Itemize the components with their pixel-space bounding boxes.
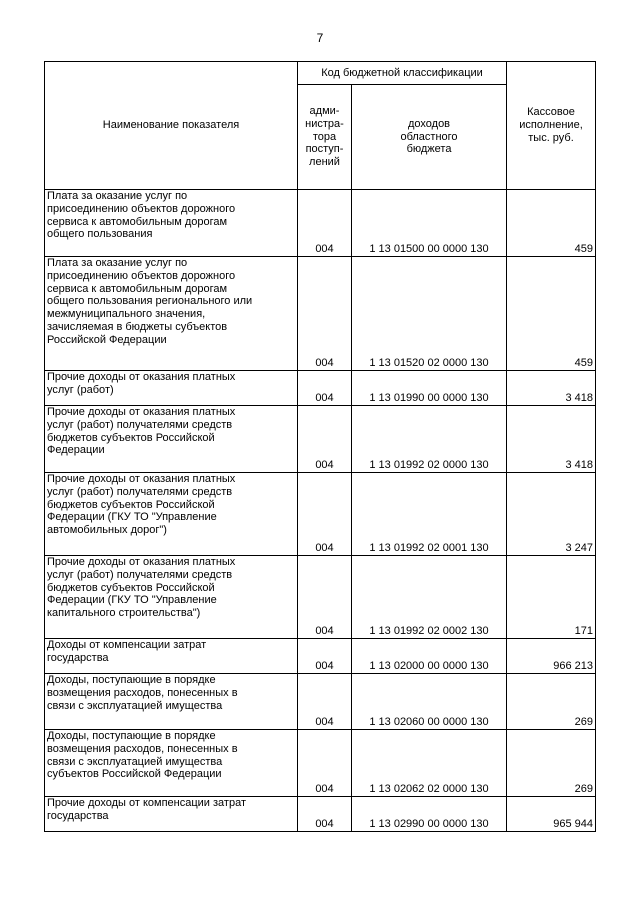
amount-cell: 269 <box>507 730 596 797</box>
admin-code-cell: 004 <box>298 473 352 556</box>
amount-cell: 966 213 <box>507 639 596 674</box>
amount-cell: 459 <box>507 190 596 257</box>
header-regional-budget-income: доходов областного бюджета <box>352 85 507 190</box>
table-header <box>45 62 596 190</box>
table-row <box>45 556 596 639</box>
admin-code-cell: 004 <box>298 371 352 406</box>
admin-code-cell: 004 <box>298 257 352 371</box>
indicator-name-cell: Прочие доходы от оказания платных услуг (работ) получателями средств бюджетов субъектов Российской Федерации (ГКУ ТО "Управление капитального строительства") <box>45 556 298 639</box>
classification-code-cell: 1 13 02000 00 0000 130 <box>352 639 507 674</box>
classification-code-cell: 1 13 02062 02 0000 130 <box>352 730 507 797</box>
classification-code-cell: 1 13 01500 00 0000 130 <box>352 190 507 257</box>
admin-code-cell: 004 <box>298 639 352 674</box>
amount-cell: 459 <box>507 257 596 371</box>
header-row-1 <box>45 62 596 85</box>
indicator-name-cell: Доходы, поступающие в порядке возмещения расходов, понесенных в связи с эксплуатацией имущества <box>45 674 298 730</box>
classification-code-cell: 1 13 01990 00 0000 130 <box>352 371 507 406</box>
amount-cell: 3 418 <box>507 371 596 406</box>
classification-code-cell: 1 13 02060 00 0000 130 <box>352 674 507 730</box>
admin-code-cell: 004 <box>298 556 352 639</box>
table-row <box>45 406 596 473</box>
admin-code-cell: 004 <box>298 406 352 473</box>
table-row <box>45 639 596 674</box>
table-body <box>45 190 596 832</box>
admin-code-cell: 004 <box>298 797 352 832</box>
classification-code-cell: 1 13 01992 02 0000 130 <box>352 406 507 473</box>
admin-code-cell: 004 <box>298 674 352 730</box>
indicator-name-cell: Доходы от компенсации затрат государства <box>45 639 298 674</box>
classification-code-cell: 1 13 01520 02 0000 130 <box>352 257 507 371</box>
amount-cell: 3 247 <box>507 473 596 556</box>
table-row <box>45 473 596 556</box>
indicator-name-cell: Доходы, поступающие в порядке возмещения расходов, понесенных в связи с эксплуатацией имущества субъектов Российской Федерации <box>45 730 298 797</box>
header-cash-execution: Кассовое исполнение, тыс. руб. <box>507 62 596 190</box>
amount-cell: 269 <box>507 674 596 730</box>
amount-cell: 965 944 <box>507 797 596 832</box>
indicator-name-cell: Прочие доходы от оказания платных услуг (работ) получателями средств бюджетов субъектов Российской Федерации (ГКУ ТО "Управление автомобильных дорог") <box>45 473 298 556</box>
table-row <box>45 371 596 406</box>
classification-code-cell: 1 13 01992 02 0002 130 <box>352 556 507 639</box>
table-row <box>45 257 596 371</box>
budget-table <box>44 61 596 832</box>
header-budget-classification-code: Код бюджетной классификации <box>298 62 507 85</box>
indicator-name-cell: Прочие доходы от оказания платных услуг (работ) получателями средств бюджетов субъектов Российской Федерации <box>45 406 298 473</box>
indicator-name-cell: Плата за оказание услуг по присоединению объектов дорожного сервиса к автомобильным дорогам общего пользования <box>45 190 298 257</box>
amount-cell: 171 <box>507 556 596 639</box>
header-revenue-administrator: адми- нистра- тора поступ- лений <box>298 85 352 190</box>
table-row <box>45 797 596 832</box>
classification-code-cell: 1 13 02990 00 0000 130 <box>352 797 507 832</box>
table-row <box>45 730 596 797</box>
table-row <box>45 190 596 257</box>
indicator-name-cell: Прочие доходы от компенсации затрат государства <box>45 797 298 832</box>
amount-cell: 3 418 <box>507 406 596 473</box>
header-indicator-name: Наименование показателя <box>45 62 298 190</box>
admin-code-cell: 004 <box>298 190 352 257</box>
page-number: 7 <box>316 31 324 45</box>
classification-code-cell: 1 13 01992 02 0001 130 <box>352 473 507 556</box>
admin-code-cell: 004 <box>298 730 352 797</box>
indicator-name-cell: Плата за оказание услуг по присоединению объектов дорожного сервиса к автомобильным дорогам общего пользования регионального или межмуниципального значения, зачисляемая в бюджеты субъектов Российской Федерации <box>45 257 298 371</box>
table-row <box>45 674 596 730</box>
indicator-name-cell: Прочие доходы от оказания платных услуг (работ) <box>45 371 298 406</box>
